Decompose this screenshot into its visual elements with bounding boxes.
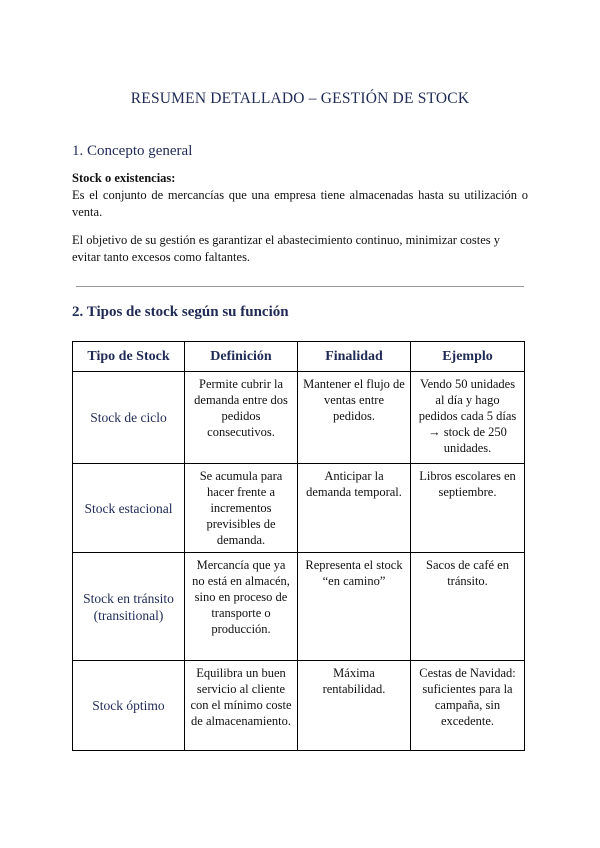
row-purpose: Anticipar la demanda temporal. — [298, 464, 411, 553]
header-purpose: Finalidad — [298, 342, 411, 372]
header-definition: Definición — [185, 342, 298, 372]
row-definition: Mercancía que ya no está en almacén, sino en proceso de transporte o producción. — [185, 553, 298, 661]
row-definition: Permite cubrir la demanda entre dos pedidos consecutivos. — [185, 372, 298, 464]
row-type: Stock óptimo — [73, 661, 185, 751]
section-2-heading: 2. Tipos de stock según su función — [72, 304, 289, 320]
stock-definition: Es el conjunto de mercancías que una empresa tiene almacenadas hasta su utilización o venta. — [72, 188, 528, 219]
stock-types-table — [72, 341, 525, 751]
table-row — [73, 553, 525, 661]
row-type: Stock estacional — [73, 464, 185, 553]
section-1-heading: 1. Concepto general — [72, 143, 193, 159]
row-purpose: Mantener el flujo de ventas entre pedidos. — [298, 372, 411, 464]
row-type: Stock en tránsito (transitional) — [73, 553, 185, 661]
management-objective: El objetivo de su gestión es garantizar el abastecimiento continuo, minimizar costes y evitar tanto excesos como faltantes. — [72, 233, 501, 264]
table-row — [73, 372, 525, 464]
row-example: Cestas de Navidad: suficientes para la campaña, sin excedente. — [411, 661, 525, 751]
table-row — [73, 661, 525, 751]
stock-term: Stock o existencias: — [72, 171, 176, 185]
row-example: Vendo 50 unidades al día y hago pedidos cada 5 días → stock de 250 unidades. — [411, 372, 525, 464]
row-definition: Equilibra un buen servicio al cliente con el mínimo coste de almacenamiento. — [185, 661, 298, 751]
header-example: Ejemplo — [411, 342, 525, 372]
page-title: RESUMEN DETALLADO – GESTIÓN DE STOCK — [130, 90, 470, 107]
header-type: Tipo de Stock — [73, 342, 185, 372]
row-example: Sacos de café en tránsito. — [411, 553, 525, 661]
row-purpose: Máxima rentabilidad. — [298, 661, 411, 751]
row-definition: Se acumula para hacer frente a incrementos previsibles de demanda. — [185, 464, 298, 553]
row-purpose: Representa el stock “en camino” — [298, 553, 411, 661]
table-row — [73, 464, 525, 553]
section-divider — [76, 286, 524, 287]
row-example: Libros escolares en septiembre. — [411, 464, 525, 553]
row-type: Stock de ciclo — [73, 372, 185, 464]
table-header-row — [73, 342, 525, 372]
